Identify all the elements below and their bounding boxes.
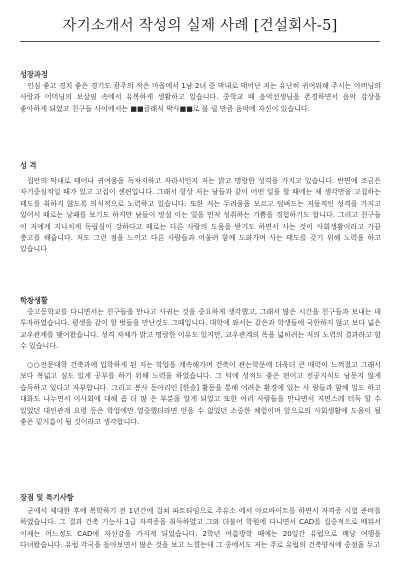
section-paragraph-personality: 집안의 막내로 태어나 귀여움을 독차지하고 자라서인지 저는 밝고 명랑한 성격을 가지고 있습니다. 반면에 조금은 자기중심적일 때가 있고 고집이 센편입니다. 그래서 항상 저는 남들과 같이 어떤 일을 할 때에는 제 생각만을 고집하는 태도를 취하지 않도록 의식적으로 노력하고 있습니다. 또한 저는 두려움을 모르고 덤벼드는 저돌적인 성격을 가지고 있어서 때로는 낭패를 보기도 하지만 남들이 망설 이는 일을 먼저 성취하는 기쁨을 경험하기도 합니다. 그리고 친구들 이 저에게 지나치게 독립심이 강하다고 때로는 다른 사람의 도움을 받기도 하면서 사는 것이 사회생활이라고 가끔 충고를 해줍니다. 저도 그런 점을 느끼고 다른 사람들과 어울려 함께 도와가며 사는 태도를 갖기 위해 노력을 하고 있습니다 bbox=[20, 177, 381, 254]
title-rule bbox=[20, 41, 380, 42]
section-paragraph-growth: 인심 좋고 경치 좋은 경기도 광주의 작은 마을에서 1남 2녀 중 막내로 태어난 저는 유난히 귀여워해 주시는 아버님의 사랑과 어머님의 보살핌 속에서 유복하게 생활하고 있습니다. 중학교 때 음악선생님을 존경하면서 음악 감상을 좋아하게 되었고 친구들 사이에서는 ■■클래식 박사■■로 불 릴 만큼 음악에 자신이 있습니다. bbox=[20, 82, 381, 113]
section-paragraph-strengths: 군에서 제대한 후에 복학하기 전 1년간에 걸쳐 파트타임으로 주유소 에서 아르바이트를 하면서 자격증 시험 준비를 하였습니다. 그 결과 건축 기능사 1급 자격증을 취득하였고 그와 더불어 학원에 다니면서 CAD를 집중적으로 배워서 이제는 어느정도 CAD에 자신감을 가지게 되었습니다. 2학년 여름방학 때에는 20일간 유럽으로 배낭 여행을 다녀왔습니다. 유럽 각국을 돌아보면서 많은 것을 보고 느꼈는데 그 중에서도 저는 주로 유럽의 건축양식에 중점을 두고 bbox=[20, 507, 381, 550]
document-title: 자기소개서 작성의 실제 사례 [건설회사-5] bbox=[62, 18, 338, 34]
section-heading-school-life: 학창생활 bbox=[20, 296, 48, 305]
section-paragraph-school-life-2: ○○전문대학 건축과에 입학하게 된 저는 학업을 계속해가며 건축이 관는학문에 더욱더 큰 매력이 느껴졌고 그래서 보다 폭넓고 심도 있게 공부를 하기 위해 노력을 하였습니다. 그 덕에 성적도 좋은 편이고 전공지식도 남못지 않게 습득하고 있다고 자부합니다. 그리고 봉사 동아리인 [한솔] 활동을 통해 어려운 환경에 있는 사 람들과 함께 일도 하고 대화도 나누면서 이사회에 대해 좀 더 많 은 부분을 알게 되었고 또한 여러 사람들을 만나면서 지면스레 터득 할 수 있었던 대인관계 요령 등은 학업에만 열중했더라면 얻을 수 없었던 소중한 체험이며 앞으로의 사회생활에 도움이 될 좋은 밑거름이 될 것이라고 생각합니다. bbox=[20, 361, 381, 427]
section-heading-growth: 성장과정 bbox=[20, 70, 48, 79]
section-heading-personality: 성 격 bbox=[20, 161, 37, 170]
section-heading-strengths: 장점 및 특기사항 bbox=[20, 493, 74, 502]
section-paragraph-school-life-1: 중고등학교를 다니면서는 친구들을 만나고 사귀는 것을 중요하게 생각했고, 그래서 많은 시간을 친구들과 보내는 데 투자하였습니다. 평생을 같이 할 벗들을 만난것도 그때입니다. 대학에 와서는 같은과 학생들에 국한하지 않고 보다 넓은 교우관계를 맺어왔습니다. 성격 자체가 밝고 명랑한 이유도 있지만, 교우관계의 폭을 넓히려는 저의 노력의 결과라고 할 수 있습니다. bbox=[20, 308, 381, 351]
